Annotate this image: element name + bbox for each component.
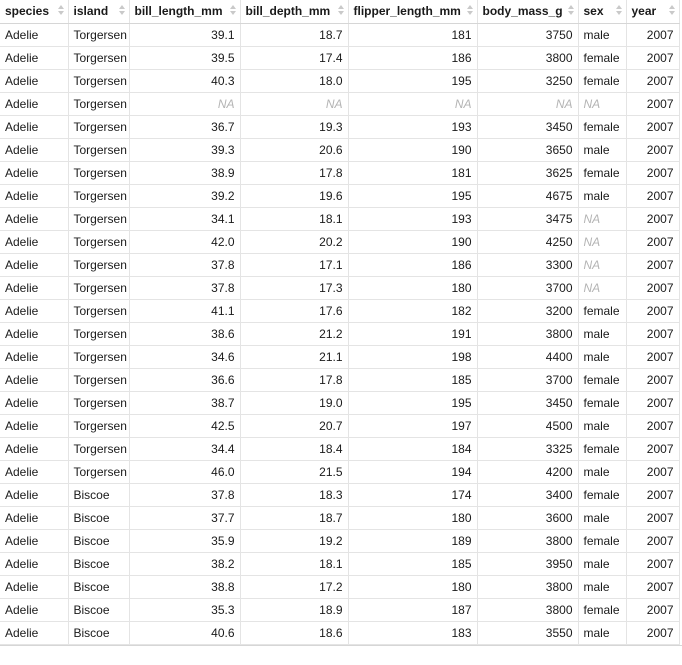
column-header-label: bill_length_mm [134, 4, 223, 19]
sort-both-icon[interactable] [338, 5, 344, 17]
table-row[interactable] [0, 483, 679, 506]
cell-body-mass-g: 3800 [477, 322, 578, 345]
cell-bill-length-mm: 38.2 [129, 552, 240, 575]
cell-year: 2007 [626, 253, 679, 276]
cell-bill-length-mm: 39.2 [129, 184, 240, 207]
cell-bill-length-mm: 39.5 [129, 46, 240, 69]
cell-body-mass-g: 4675 [477, 184, 578, 207]
cell-bill-length-mm: 40.3 [129, 69, 240, 92]
table-row[interactable] [0, 621, 679, 644]
cell-bill-depth-mm: 18.1 [240, 207, 348, 230]
cell-body-mass-g: 3800 [477, 598, 578, 621]
cell-body-mass-g: 4400 [477, 345, 578, 368]
cell-island: Biscoe [68, 506, 129, 529]
cell-species: Adelie [0, 230, 68, 253]
cell-island: Torgersen [68, 138, 129, 161]
cell-bill-depth-mm: 19.0 [240, 391, 348, 414]
cell-bill-length-mm: 34.4 [129, 437, 240, 460]
cell-species: Adelie [0, 368, 68, 391]
sort-both-icon[interactable] [616, 5, 622, 17]
cell-bill-length-mm: 42.5 [129, 414, 240, 437]
cell-year: 2007 [626, 92, 679, 115]
column-header-label: body_mass_g [482, 4, 563, 19]
cell-island: Torgersen [68, 322, 129, 345]
cell-bill-length-mm: 38.9 [129, 161, 240, 184]
cell-body-mass-g: 3700 [477, 276, 578, 299]
sort-both-icon[interactable] [58, 5, 64, 17]
cell-year: 2007 [626, 299, 679, 322]
header-row [0, 0, 679, 23]
cell-bill-depth-mm: 17.4 [240, 46, 348, 69]
column-header-label: species [5, 4, 50, 19]
cell-bill-length-mm: 34.6 [129, 345, 240, 368]
cell-body-mass-g: 3800 [477, 46, 578, 69]
cell-bill-depth-mm: 17.1 [240, 253, 348, 276]
cell-bill-depth-mm: 21.2 [240, 322, 348, 345]
table-row[interactable] [0, 253, 679, 276]
cell-island: Torgersen [68, 414, 129, 437]
cell-year: 2007 [626, 414, 679, 437]
cell-island: Torgersen [68, 46, 129, 69]
cell-sex: NA [578, 276, 626, 299]
table-row[interactable] [0, 46, 679, 69]
cell-bill-depth-mm: 17.3 [240, 276, 348, 299]
column-header-sex[interactable] [578, 0, 626, 23]
cell-bill-depth-mm: 17.2 [240, 575, 348, 598]
sort-both-icon[interactable] [119, 5, 125, 17]
cell-species: Adelie [0, 115, 68, 138]
cell-species: Adelie [0, 276, 68, 299]
cell-year: 2007 [626, 115, 679, 138]
cell-bill-depth-mm: 18.7 [240, 506, 348, 529]
cell-flipper-length-mm: 193 [348, 207, 477, 230]
table-row[interactable] [0, 69, 679, 92]
cell-body-mass-g: 3550 [477, 621, 578, 644]
cell-bill-depth-mm: NA [240, 92, 348, 115]
cell-flipper-length-mm: 187 [348, 598, 477, 621]
cell-flipper-length-mm: 186 [348, 253, 477, 276]
cell-sex: male [578, 138, 626, 161]
cell-island: Biscoe [68, 575, 129, 598]
cell-body-mass-g: 3750 [477, 23, 578, 46]
cell-body-mass-g: 3475 [477, 207, 578, 230]
cell-sex: male [578, 184, 626, 207]
cell-island: Torgersen [68, 230, 129, 253]
cell-body-mass-g: 3450 [477, 115, 578, 138]
cell-year: 2007 [626, 276, 679, 299]
cell-year: 2007 [626, 437, 679, 460]
cell-bill-length-mm: 38.7 [129, 391, 240, 414]
cell-island: Biscoe [68, 621, 129, 644]
cell-bill-depth-mm: 18.4 [240, 437, 348, 460]
cell-year: 2007 [626, 184, 679, 207]
table-row[interactable] [0, 322, 679, 345]
table-body [0, 23, 679, 644]
column-header-year[interactable] [626, 0, 679, 23]
cell-species: Adelie [0, 437, 68, 460]
cell-bill-length-mm: 41.1 [129, 299, 240, 322]
cell-bill-depth-mm: 19.2 [240, 529, 348, 552]
cell-sex: male [578, 460, 626, 483]
cell-year: 2007 [626, 483, 679, 506]
cell-species: Adelie [0, 299, 68, 322]
cell-species: Adelie [0, 46, 68, 69]
cell-bill-depth-mm: 17.6 [240, 299, 348, 322]
cell-island: Biscoe [68, 552, 129, 575]
table-row[interactable] [0, 437, 679, 460]
table-row[interactable] [0, 345, 679, 368]
cell-flipper-length-mm: 174 [348, 483, 477, 506]
cell-bill-depth-mm: 18.7 [240, 23, 348, 46]
cell-island: Torgersen [68, 115, 129, 138]
cell-flipper-length-mm: 193 [348, 115, 477, 138]
cell-island: Torgersen [68, 345, 129, 368]
cell-species: Adelie [0, 69, 68, 92]
cell-body-mass-g: 3450 [477, 391, 578, 414]
cell-body-mass-g: 3650 [477, 138, 578, 161]
cell-body-mass-g: 4200 [477, 460, 578, 483]
cell-sex: NA [578, 253, 626, 276]
cell-sex: female [578, 437, 626, 460]
table-row[interactable] [0, 161, 679, 184]
sort-both-icon[interactable] [669, 5, 675, 17]
table-row[interactable] [0, 529, 679, 552]
cell-flipper-length-mm: 181 [348, 161, 477, 184]
cell-flipper-length-mm: 181 [348, 23, 477, 46]
cell-bill-length-mm: 38.6 [129, 322, 240, 345]
cell-sex: male [578, 506, 626, 529]
cell-sex: female [578, 299, 626, 322]
cell-year: 2007 [626, 621, 679, 644]
cell-year: 2007 [626, 598, 679, 621]
cell-sex: female [578, 368, 626, 391]
cell-species: Adelie [0, 184, 68, 207]
column-header-label: island [73, 4, 109, 19]
cell-year: 2007 [626, 368, 679, 391]
cell-body-mass-g: 3800 [477, 575, 578, 598]
column-header-island[interactable] [68, 0, 129, 23]
table-row[interactable] [0, 92, 679, 115]
cell-island: Torgersen [68, 276, 129, 299]
cell-species: Adelie [0, 598, 68, 621]
cell-island: Torgersen [68, 437, 129, 460]
cell-body-mass-g: 3700 [477, 368, 578, 391]
cell-species: Adelie [0, 345, 68, 368]
cell-year: 2007 [626, 460, 679, 483]
cell-flipper-length-mm: 195 [348, 69, 477, 92]
cell-sex: male [578, 575, 626, 598]
cell-island: Torgersen [68, 368, 129, 391]
cell-year: 2007 [626, 575, 679, 598]
cell-body-mass-g: NA [477, 92, 578, 115]
cell-sex: female [578, 598, 626, 621]
cell-species: Adelie [0, 621, 68, 644]
sort-both-icon[interactable] [568, 5, 574, 17]
cell-flipper-length-mm: 190 [348, 138, 477, 161]
sort-both-icon[interactable] [467, 5, 473, 17]
cell-species: Adelie [0, 483, 68, 506]
cell-species: Adelie [0, 552, 68, 575]
cell-sex: NA [578, 92, 626, 115]
cell-sex: male [578, 322, 626, 345]
cell-year: 2007 [626, 322, 679, 345]
cell-species: Adelie [0, 138, 68, 161]
cell-island: Torgersen [68, 207, 129, 230]
table-row[interactable] [0, 506, 679, 529]
cell-bill-depth-mm: 21.5 [240, 460, 348, 483]
table-row[interactable] [0, 207, 679, 230]
column-header-species[interactable] [0, 0, 68, 23]
cell-island: Torgersen [68, 23, 129, 46]
cell-species: Adelie [0, 207, 68, 230]
cell-bill-length-mm: 38.8 [129, 575, 240, 598]
cell-bill-length-mm: 37.8 [129, 483, 240, 506]
cell-year: 2007 [626, 161, 679, 184]
cell-species: Adelie [0, 460, 68, 483]
cell-body-mass-g: 3300 [477, 253, 578, 276]
column-header-flipper-length-mm[interactable] [348, 0, 477, 23]
cell-bill-length-mm: 35.9 [129, 529, 240, 552]
cell-bill-depth-mm: 18.0 [240, 69, 348, 92]
cell-bill-length-mm: 37.8 [129, 276, 240, 299]
cell-flipper-length-mm: 198 [348, 345, 477, 368]
cell-flipper-length-mm: 180 [348, 276, 477, 299]
cell-island: Torgersen [68, 253, 129, 276]
cell-sex: female [578, 115, 626, 138]
cell-bill-depth-mm: 18.6 [240, 621, 348, 644]
cell-island: Torgersen [68, 92, 129, 115]
column-header-body-mass-g[interactable] [477, 0, 578, 23]
table-row[interactable] [0, 598, 679, 621]
cell-bill-length-mm: 37.8 [129, 253, 240, 276]
cell-year: 2007 [626, 23, 679, 46]
table-row[interactable] [0, 368, 679, 391]
cell-bill-depth-mm: 20.7 [240, 414, 348, 437]
cell-bill-depth-mm: 17.8 [240, 368, 348, 391]
cell-body-mass-g: 3600 [477, 506, 578, 529]
table-row[interactable] [0, 23, 679, 46]
cell-bill-depth-mm: 18.1 [240, 552, 348, 575]
table-footer [0, 645, 682, 665]
cell-body-mass-g: 4250 [477, 230, 578, 253]
table-row[interactable] [0, 138, 679, 161]
cell-flipper-length-mm: 191 [348, 322, 477, 345]
cell-sex: NA [578, 230, 626, 253]
cell-species: Adelie [0, 391, 68, 414]
cell-bill-length-mm: 42.0 [129, 230, 240, 253]
cell-year: 2007 [626, 230, 679, 253]
column-header-label: bill_depth_mm [245, 4, 331, 19]
cell-body-mass-g: 3325 [477, 437, 578, 460]
cell-bill-length-mm: NA [129, 92, 240, 115]
cell-bill-depth-mm: 19.6 [240, 184, 348, 207]
cell-body-mass-g: 3250 [477, 69, 578, 92]
cell-flipper-length-mm: NA [348, 92, 477, 115]
cell-bill-length-mm: 40.6 [129, 621, 240, 644]
cell-island: Torgersen [68, 299, 129, 322]
cell-body-mass-g: 3200 [477, 299, 578, 322]
column-header-bill-depth-mm[interactable] [240, 0, 348, 23]
cell-body-mass-g: 3625 [477, 161, 578, 184]
table-row[interactable] [0, 552, 679, 575]
cell-bill-depth-mm: 18.9 [240, 598, 348, 621]
cell-body-mass-g: 3950 [477, 552, 578, 575]
cell-island: Torgersen [68, 460, 129, 483]
cell-flipper-length-mm: 195 [348, 391, 477, 414]
cell-year: 2007 [626, 552, 679, 575]
cell-flipper-length-mm: 184 [348, 437, 477, 460]
cell-year: 2007 [626, 529, 679, 552]
cell-flipper-length-mm: 182 [348, 299, 477, 322]
cell-island: Biscoe [68, 529, 129, 552]
cell-sex: female [578, 46, 626, 69]
cell-island: Biscoe [68, 598, 129, 621]
cell-bill-length-mm: 34.1 [129, 207, 240, 230]
cell-sex: male [578, 621, 626, 644]
cell-species: Adelie [0, 161, 68, 184]
table-row[interactable] [0, 230, 679, 253]
cell-bill-length-mm: 36.7 [129, 115, 240, 138]
cell-sex: male [578, 23, 626, 46]
table-row[interactable] [0, 391, 679, 414]
cell-year: 2007 [626, 69, 679, 92]
cell-island: Torgersen [68, 69, 129, 92]
table-row[interactable] [0, 115, 679, 138]
cell-year: 2007 [626, 391, 679, 414]
cell-species: Adelie [0, 23, 68, 46]
column-header-label: flipper_length_mm [353, 4, 461, 19]
cell-species: Adelie [0, 322, 68, 345]
cell-year: 2007 [626, 46, 679, 69]
cell-bill-length-mm: 46.0 [129, 460, 240, 483]
cell-bill-depth-mm: 17.8 [240, 161, 348, 184]
cell-bill-depth-mm: 18.3 [240, 483, 348, 506]
cell-bill-length-mm: 35.3 [129, 598, 240, 621]
cell-flipper-length-mm: 194 [348, 460, 477, 483]
cell-bill-depth-mm: 19.3 [240, 115, 348, 138]
table-row[interactable] [0, 460, 679, 483]
cell-body-mass-g: 4500 [477, 414, 578, 437]
cell-island: Torgersen [68, 184, 129, 207]
cell-flipper-length-mm: 180 [348, 575, 477, 598]
column-header-bill-length-mm[interactable] [129, 0, 240, 23]
table-row[interactable] [0, 575, 679, 598]
cell-sex: female [578, 483, 626, 506]
cell-bill-depth-mm: 21.1 [240, 345, 348, 368]
table-row[interactable] [0, 276, 679, 299]
cell-body-mass-g: 3800 [477, 529, 578, 552]
cell-bill-length-mm: 39.1 [129, 23, 240, 46]
cell-species: Adelie [0, 253, 68, 276]
cell-bill-length-mm: 37.7 [129, 506, 240, 529]
cell-sex: female [578, 391, 626, 414]
cell-species: Adelie [0, 414, 68, 437]
cell-species: Adelie [0, 506, 68, 529]
column-header-label: sex [583, 4, 604, 19]
cell-flipper-length-mm: 180 [348, 506, 477, 529]
cell-sex: male [578, 345, 626, 368]
cell-bill-length-mm: 39.3 [129, 138, 240, 161]
cell-bill-depth-mm: 20.6 [240, 138, 348, 161]
cell-sex: male [578, 552, 626, 575]
table-row[interactable] [0, 184, 679, 207]
cell-flipper-length-mm: 186 [348, 46, 477, 69]
cell-species: Adelie [0, 92, 68, 115]
table-row[interactable] [0, 299, 679, 322]
cell-flipper-length-mm: 195 [348, 184, 477, 207]
cell-island: Torgersen [68, 391, 129, 414]
cell-sex: NA [578, 207, 626, 230]
sort-both-icon[interactable] [230, 5, 236, 17]
cell-flipper-length-mm: 190 [348, 230, 477, 253]
cell-flipper-length-mm: 185 [348, 552, 477, 575]
table-row[interactable] [0, 414, 679, 437]
cell-sex: female [578, 529, 626, 552]
cell-year: 2007 [626, 138, 679, 161]
cell-island: Torgersen [68, 161, 129, 184]
cell-flipper-length-mm: 197 [348, 414, 477, 437]
cell-bill-length-mm: 36.6 [129, 368, 240, 391]
cell-year: 2007 [626, 506, 679, 529]
cell-year: 2007 [626, 207, 679, 230]
cell-bill-depth-mm: 20.2 [240, 230, 348, 253]
column-header-label: year [631, 4, 657, 19]
cell-island: Biscoe [68, 483, 129, 506]
cell-body-mass-g: 3400 [477, 483, 578, 506]
cell-sex: female [578, 69, 626, 92]
cell-flipper-length-mm: 185 [348, 368, 477, 391]
cell-species: Adelie [0, 529, 68, 552]
cell-flipper-length-mm: 183 [348, 621, 477, 644]
cell-flipper-length-mm: 189 [348, 529, 477, 552]
cell-sex: female [578, 161, 626, 184]
cell-species: Adelie [0, 575, 68, 598]
cell-sex: male [578, 414, 626, 437]
cell-year: 2007 [626, 345, 679, 368]
